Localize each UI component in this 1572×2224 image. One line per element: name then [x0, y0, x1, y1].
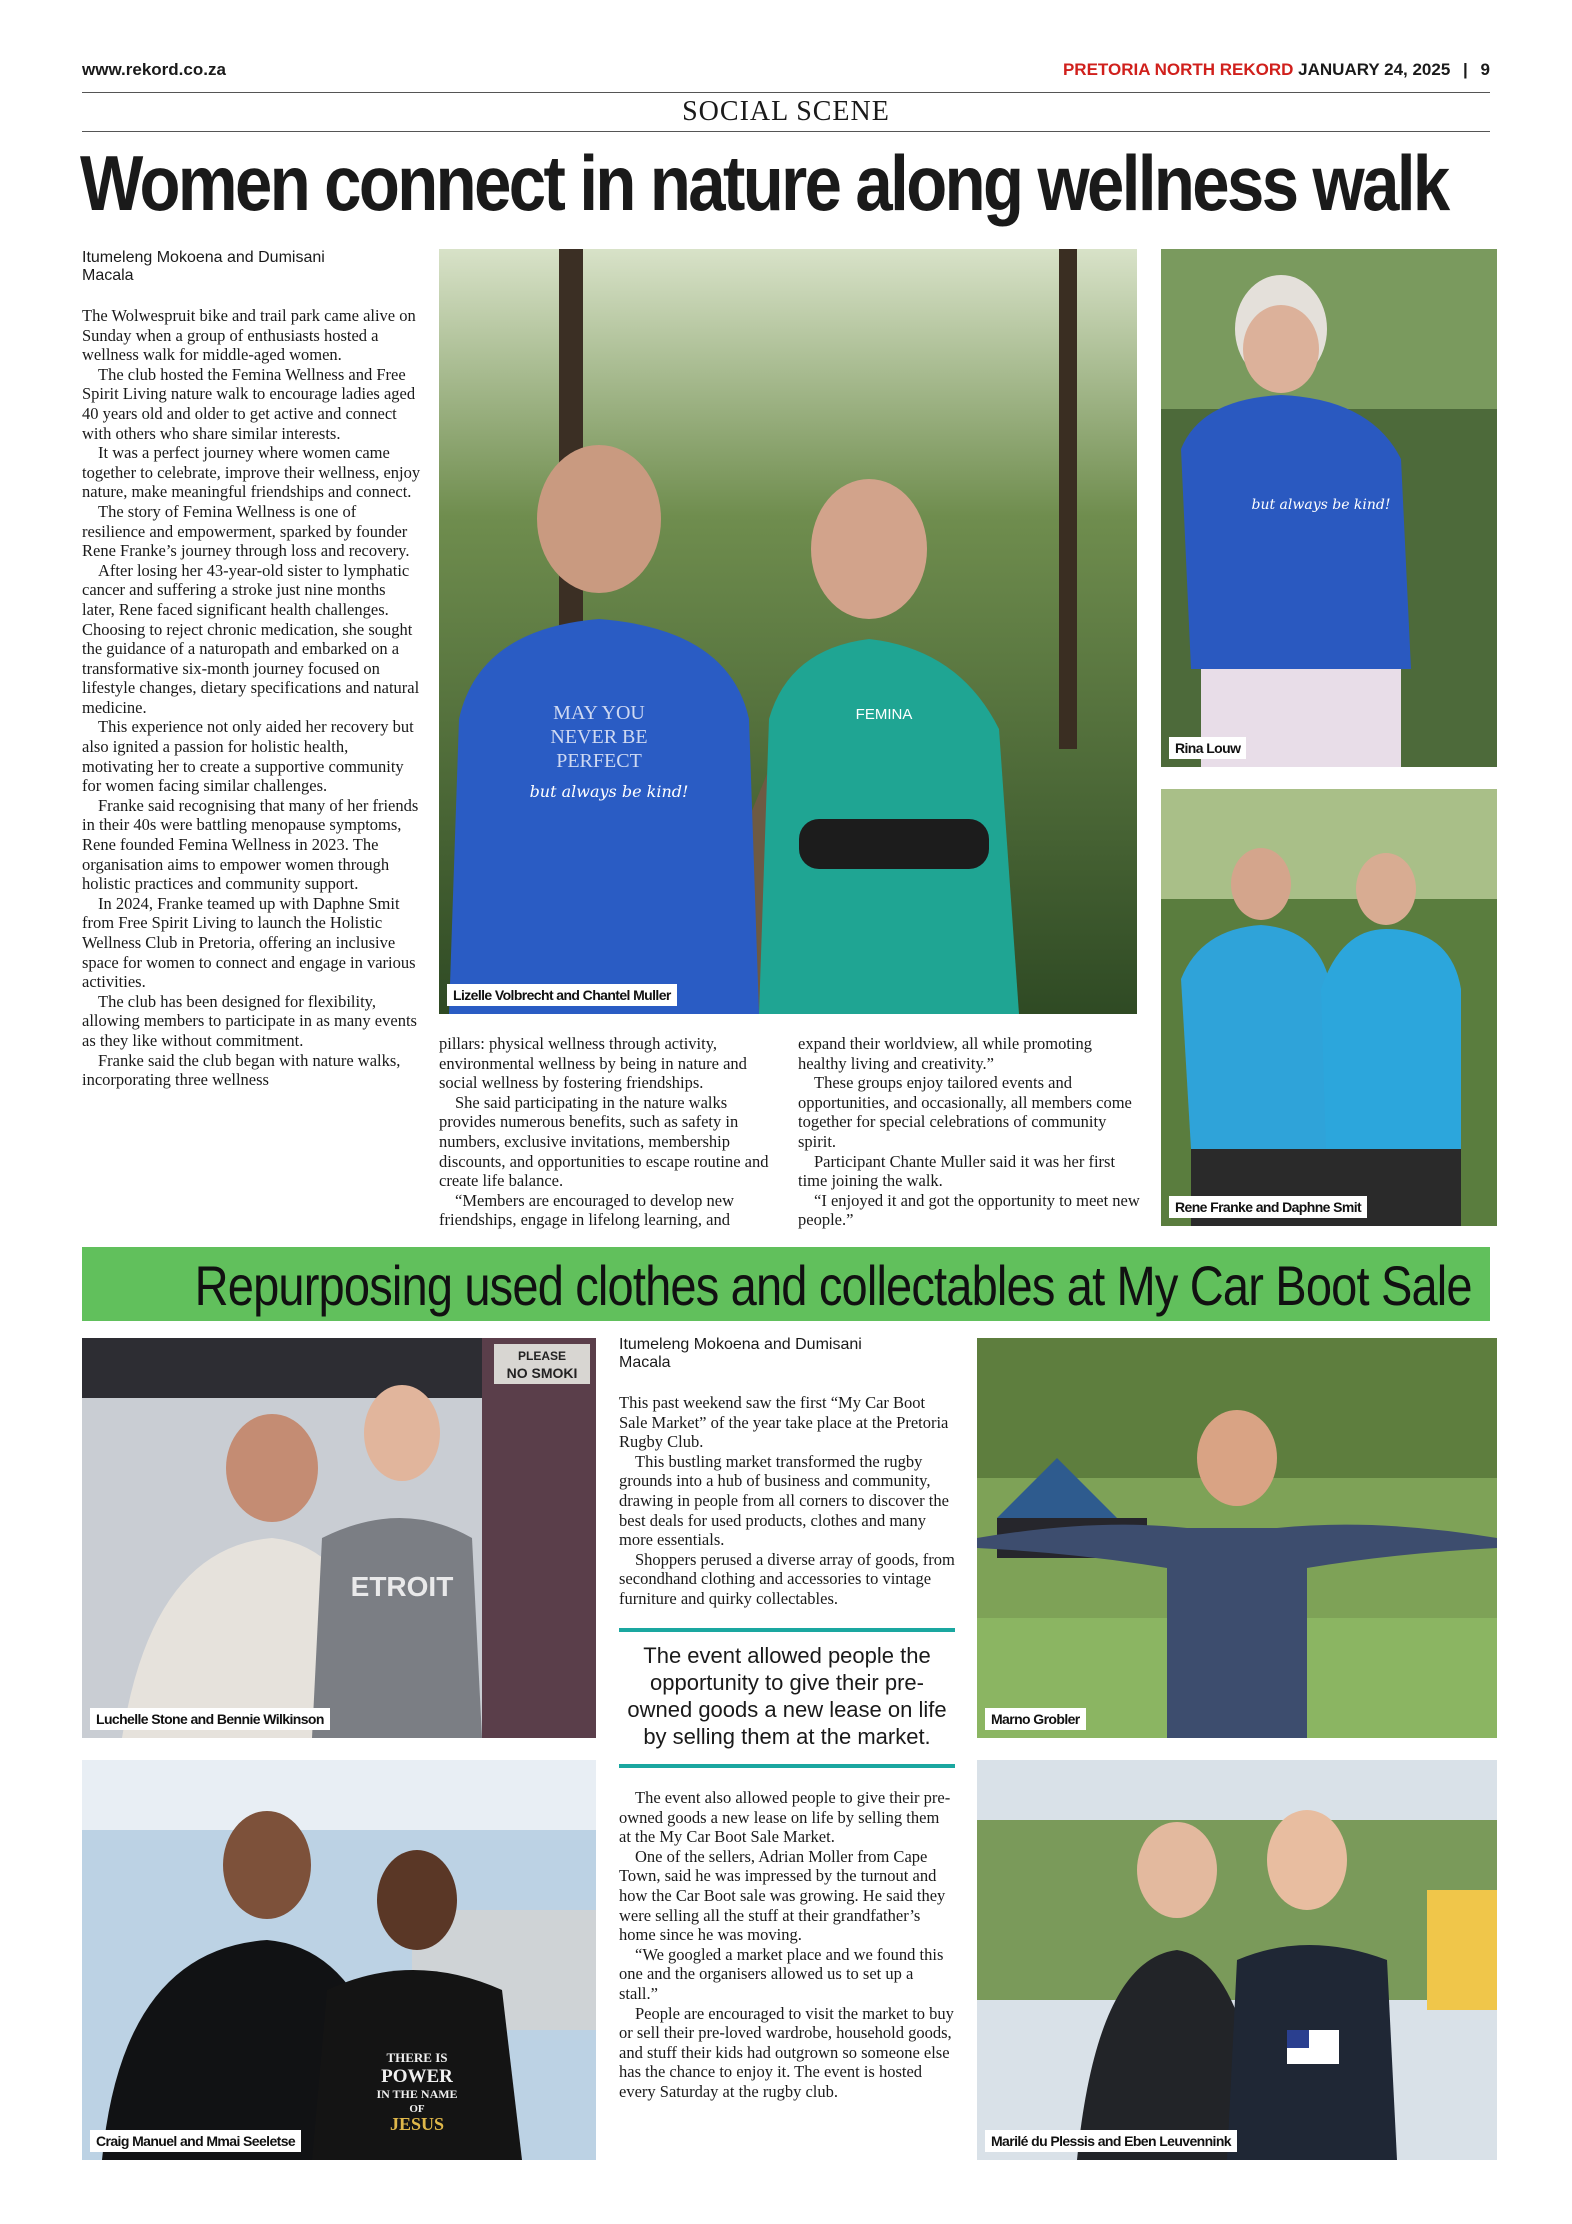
tshirt-text: IN THE NAME	[376, 2087, 458, 2101]
photo-illustration	[977, 1760, 1497, 2160]
paragraph: People are encouraged to visit the market to buy or sell their pre-loved wardrobe, household goods, and stuff their kids had outgrown so someone else has the chance to enjoy it. The event is hosted every Saturday at the rugby club.	[619, 2003, 954, 2101]
paragraph: After losing her 43-year-old sister to lymphatic cancer and suffering a stroke just nine months later, Rene faced significant health challenges. Choosing to reject chronic medication, she sought the guidance of a naturopath and embarked on a transformative six-month journey focused on lifestyle changes, dietary specifications and natural medicine.	[82, 560, 420, 717]
paragraph: The club hosted the Femina Wellness and Free Spirit Living nature walk to encourage ladies aged 40 years old and older to get active and connect with others who share similar interests.	[82, 364, 416, 443]
photo-caption: Luchelle Stone and Bennie Wilkinson	[90, 1708, 330, 1730]
shirt-brand: FEMINA	[855, 706, 913, 723]
article-banner	[82, 1247, 1490, 1321]
article-byline: Itumeleng Mokoena and Dumisani Macala	[619, 1336, 862, 1371]
shirt-print: MAY YOU	[553, 702, 645, 724]
paragraph: “We googled a market place and we found this one and the organisers allowed us to set up a stall.”	[619, 1944, 944, 2003]
photo-franke-smit	[1161, 789, 1497, 1226]
article-intro	[619, 1393, 955, 1609]
tshirt-text: ETROIT	[350, 1571, 454, 1602]
shirt-script: but always be kind!	[529, 782, 689, 801]
paragraph: These groups enjoy tailored events and opportunities, and occasionally, all members come together for special celebrations of community spirit.	[798, 1073, 1132, 1151]
tshirt-text: THERE IS	[386, 2050, 448, 2065]
photo-du-plessis-leuvennink	[977, 1760, 1497, 2160]
photo-caption: Rina Louw	[1169, 737, 1246, 759]
paragraph: This experience not only aided her recovery but also ignited a passion for holistic health, motivating her to create a supportive community for women facing similar challenges.	[82, 717, 414, 796]
photo-stone-wilkinson	[82, 1338, 596, 1738]
photo-marno-grobler	[977, 1338, 1497, 1738]
article-headline: Women connect in nature along wellness walk	[80, 139, 1448, 227]
publication-dateline	[1063, 60, 1490, 80]
sign-text: NO SMOKI	[506, 1365, 578, 1381]
paragraph: In 2024, Franke teamed up with Daphne Smit from Free Spirit Living to launch the Holistic Wellness Club in Pretoria, offering an inclusive space for women to connect and engage in various activities.	[82, 893, 416, 992]
tshirt-text: POWER	[381, 2066, 453, 2087]
paragraph: Franke said recognising that many of her friends in their 40s were battling menopause symptoms, Rene founded Femina Wellness in 2023. The organisation aims to empower women through holistic practices and community support.	[82, 795, 419, 894]
shirt-print: PERFECT	[556, 750, 642, 772]
article-column-3	[798, 1034, 1140, 1230]
photo-caption: Rene Franke and Daphne Smit	[1169, 1196, 1367, 1218]
publication-name: PRETORIA NORTH REKORD	[1062, 60, 1294, 79]
paragraph: She said participating in the nature walks provides numerous benefits, such as safety in numbers, exclusive invitations, membership discounts, and opportunities to escape routine and create life balance.	[439, 1092, 769, 1191]
article-body	[619, 1788, 955, 2102]
article-byline: Itumeleng Mokoena and Dumisani Macala	[82, 249, 325, 284]
photo-rina-louw	[1161, 249, 1497, 767]
issue-date: JANUARY 24, 2025	[1298, 60, 1451, 79]
header-separator: |	[1463, 60, 1468, 79]
paragraph: The club has been designed for flexibility, allowing members to participate in as many events as they like without commitment.	[82, 991, 417, 1050]
shirt-print: NEVER BE	[550, 726, 648, 748]
article-column-1	[82, 306, 422, 1090]
photo-caption: Marno Grobler	[985, 1708, 1086, 1730]
photo-caption: Craig Manuel and Mmai Seeletse	[90, 2130, 301, 2152]
site-url: www.rekord.co.za	[82, 60, 226, 79]
photo-illustration	[1161, 789, 1497, 1226]
photo-illustration	[439, 249, 1137, 1014]
section-rule	[82, 131, 1490, 132]
paragraph: This bustling market transformed the rugby grounds into a hub of business and community, drawing in people from all corners to discover the best deals for used products, clothes and many more essentials.	[619, 1451, 949, 1550]
photo-caption: Marilé du Plessis and Eben Leuvennink	[985, 2130, 1237, 2152]
photo-caption: Lizelle Volbrecht and Chantel Muller	[447, 984, 677, 1006]
section-title: SOCIAL SCENE	[682, 96, 890, 127]
photo-main-walk	[439, 249, 1137, 1014]
paragraph: Shoppers perused a diverse array of goods, from secondhand clothing and accessories to vintage furniture and quirky collectables.	[619, 1549, 955, 1608]
paragraph: The Wolwespruit bike and trail park came alive on Sunday when a group of enthusiasts hosted a wellness walk for middle-aged women.	[82, 306, 416, 365]
tshirt-text: JESUS	[389, 2114, 445, 2134]
paragraph: expand their worldview, all while promoting healthy living and creativity.”	[798, 1034, 1093, 1073]
paragraph: One of the sellers, Adrian Moller from Cape Town, said he was impressed by the turnout and how the Car Boot sale was growing. He said they were selling all the stuff at their grandfather’s home since he was moving.	[619, 1846, 946, 1945]
photo-illustration	[1161, 249, 1497, 767]
article-column-2	[439, 1034, 771, 1230]
tshirt-text: OF	[409, 2103, 425, 2115]
pullquote-rule-bottom	[619, 1764, 955, 1768]
paragraph: Participant Chante Muller said it was her first time joining the walk.	[798, 1151, 1116, 1191]
sign-text: PLEASE	[517, 1349, 567, 1363]
paragraph: This past weekend saw the first “My Car Boot Sale Market” of the year take place at the Pretoria Rugby Club.	[619, 1393, 949, 1452]
photo-illustration	[977, 1338, 1497, 1738]
paragraph: “Members are encouraged to develop new friendships, engage in lifelong learning, and	[439, 1190, 735, 1230]
photo-illustration	[82, 1338, 596, 1738]
paragraph: pillars: physical wellness through activity, environmental wellness by being in nature and social wellness by fostering friendships.	[439, 1034, 747, 1093]
pullquote: The event allowed people the opportunity to give their pre-owned goods a new lease on life by selling them at the market.	[627, 1643, 947, 1749]
paragraph: It was a perfect journey where women came together to celebrate, improve their wellness, enjoy nature, make meaningful friendships and connect.	[82, 443, 421, 502]
banner-headline: Repurposing used clothes and collectables at My Car Boot Sale	[194, 1254, 1472, 1317]
shirt-script: but always be kind!	[1251, 497, 1391, 513]
page-number: 9	[1480, 60, 1490, 79]
paragraph: The event also allowed people to give their pre-owned goods a new lease on life by selling them at the My Car Boot Sale Market.	[619, 1788, 951, 1847]
paragraph: Franke said the club began with nature walks, incorporating three wellness	[82, 1050, 401, 1090]
pullquote-rule-top	[619, 1628, 955, 1632]
photo-manuel-seeletse	[82, 1760, 596, 2160]
paragraph: “I enjoyed it and got the opportunity to meet new people.”	[798, 1190, 1140, 1230]
photo-illustration	[82, 1760, 596, 2160]
paragraph: The story of Femina Wellness is one of resilience and empowerment, sparked by founder Rene Franke’s journey through loss and recovery.	[82, 501, 410, 561]
header-rule	[82, 92, 1490, 93]
